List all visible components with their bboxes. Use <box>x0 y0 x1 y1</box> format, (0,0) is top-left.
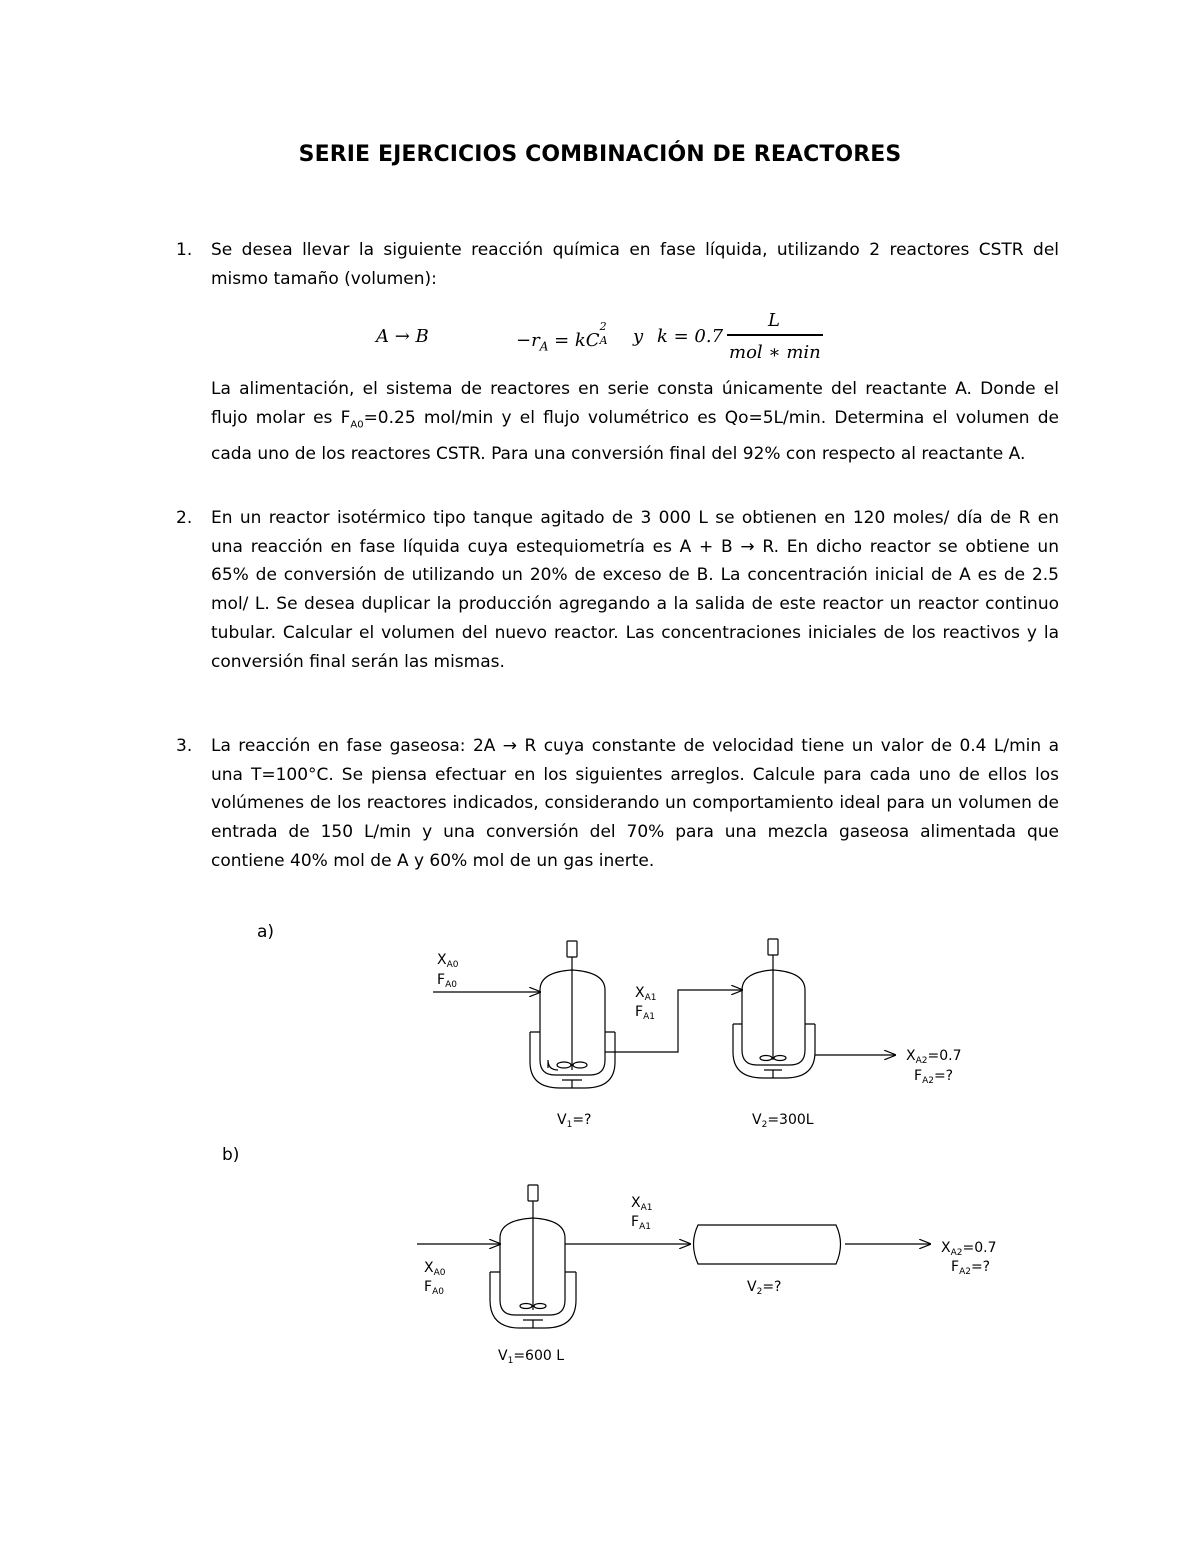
a-in-x: $X_{A0}$ <box>437 952 459 970</box>
reaction-text: A → B <box>376 326 429 347</box>
cstr-reactor-1-b <box>490 1185 576 1328</box>
a-mid-f: $F_{A1}$ <box>635 1004 655 1022</box>
body-pre: La alimentación, el sistema de reactores en serie consta únicamente del reactante A. Donde el flujo molar es F <box>211 379 1059 428</box>
exponent-sub: A <box>599 334 608 347</box>
b-out-f: $F_{A2}=$? <box>951 1259 991 1277</box>
cstr-reactor-1-a <box>530 941 615 1088</box>
b-mid-f: $F_{A1}$ <box>631 1214 651 1232</box>
problem-1-number: 1. <box>176 240 193 260</box>
connector-text: y <box>633 326 644 347</box>
body-post: =0.25 mol/min y el flujo volumétrico es Qo=5L/min. Determina el volumen de cada uno de los reactores CSTR. Para una conversión final del 92% con respecto al reactante A. <box>211 407 1059 464</box>
b-mid-x: $X_{A1}$ <box>631 1195 653 1213</box>
intermediate-stream-a <box>605 990 742 1052</box>
a-v2: $V_2=300L$ <box>752 1112 814 1130</box>
b-in-x: $X_{A0}$ <box>424 1260 446 1278</box>
a-out-x: $X_{A2}=0.7$ <box>906 1048 962 1066</box>
body-sub: A0 <box>350 419 364 431</box>
diagram-a-label: a) <box>257 922 275 942</box>
exponent-sup: 2 <box>599 320 607 333</box>
diagram-b-label: b) <box>222 1145 240 1165</box>
problem-3-number: 3. <box>176 736 193 756</box>
fraction-denominator: mol ∗ min <box>729 342 821 363</box>
rate-symbol: −r <box>516 330 540 351</box>
page-title: SERIE EJERCICIOS COMBINACIÓN DE REACTORES <box>298 142 902 167</box>
fraction-numerator: L <box>768 310 780 331</box>
a-in-f: $F_{A0}$ <box>437 972 457 990</box>
b-v1: $V_1=600$ L <box>498 1348 565 1366</box>
rate-equals: = kC <box>554 330 600 351</box>
k-equals: k = 0.7 <box>657 326 724 347</box>
cstr-reactor-2-a <box>733 939 815 1078</box>
problem-2-text: En un reactor isotérmico tipo tanque agitado de 3 000 L se obtienen en 120 moles/ día de R en una reacción en fase líquida cuya estequiometría es A + B → R. En dicho reactor se obtiene un 65% de conversión de utilizando un 20% de exceso de B. La concentración inicial de A es de 2.5 mol/ L. Se desea duplicar la producción agregando a la salida de este reactor un reactor continuo tubular. Calcular el volumen del nuevo reactor. Las concentraciones iniciales de los reactivos y la conversión final serán las mismas. <box>211 508 1059 672</box>
problem-2-number: 2. <box>176 508 193 528</box>
a-out-f: $F_{A2}=$? <box>914 1068 954 1086</box>
problem-3-text: La reacción en fase gaseosa: 2A → R cuya constante de velocidad tiene un valor de 0.4 L/min a una T=100°C. Se piensa efectuar en los siguientes arreglos. Calcule para cada uno de ellos los volúmenes de los reactores indicados, considerando un comportamiento ideal para un volumen de entrada de 150 L/min y una conversión del 70% para una mezcla gaseosa alimentada que contiene 40% mol de A y 60% mol de un gas inerte. <box>211 736 1059 871</box>
pfr-reactor-b <box>694 1225 841 1264</box>
a-v1: $V_1=$? <box>557 1112 592 1130</box>
problem-1-intro: Se desea llevar la siguiente reacción química en fase líquida, utilizando 2 reactores CSTR del mismo tamaño (volumen): <box>211 240 1059 289</box>
b-in-f: $F_{A0}$ <box>424 1279 444 1297</box>
b-out-x: $X_{A2}=0.7$ <box>941 1240 997 1258</box>
b-v2: $V_2=$? <box>747 1279 782 1297</box>
rate-subscript: A <box>539 339 549 354</box>
a-mid-x: $X_{A1}$ <box>635 985 657 1003</box>
